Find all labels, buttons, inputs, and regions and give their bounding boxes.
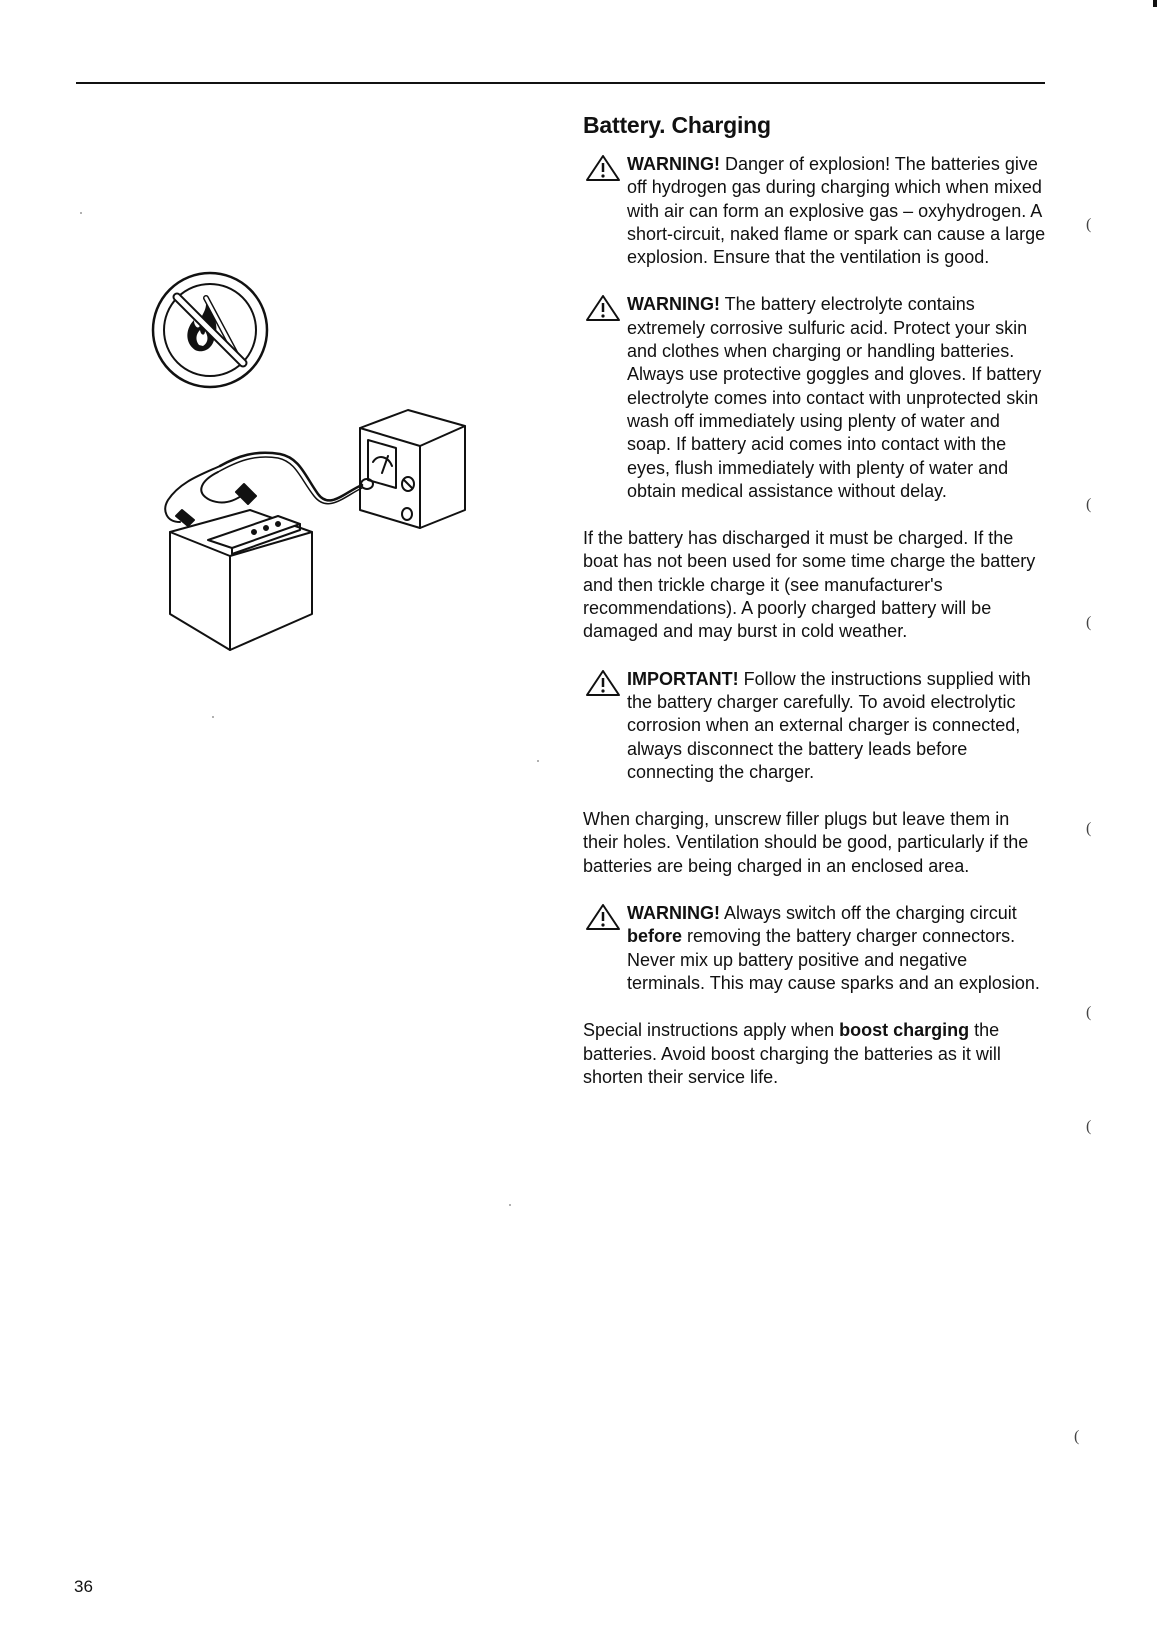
important-block [583, 668, 1048, 784]
warning-text: Danger of explosion! The batteries give off hydrogen gas during charging which when mixed with air can form an explosive gas – oxyhydrogen. A short-circuit, naked flame or spark can cause a large explosion. Ensure that the ventilation is good. [627, 154, 1046, 268]
scan-corner-mark [1153, 0, 1157, 7]
scan-speck [537, 760, 539, 762]
para-text-cont: the batteries. Avoid boost charging the batteries as it will shorten their service life. [583, 1020, 1001, 1087]
important-text: Follow the instructions supplied with the battery charger carefully. To avoid electrolytic corrosion when an external charger is connected, always disconnect the battery leads before connecting the charger. [627, 668, 1031, 782]
emphasis-before: before [627, 926, 683, 947]
warning-block [583, 293, 1048, 503]
scan-artifact: ( [1086, 614, 1092, 631]
header-rule [76, 82, 1045, 84]
important-label: IMPORTANT! [627, 668, 739, 689]
warning-text: Always switch off the charging circuit [720, 903, 1017, 924]
scan-artifact: ( [1086, 820, 1092, 837]
scan-speck [509, 1204, 511, 1206]
no-fire-symbol-icon [153, 273, 267, 387]
warning-label: WARNING! [627, 154, 720, 174]
emphasis-boost-charging: boost charging [839, 1020, 970, 1041]
warning-block [583, 902, 1048, 995]
warning-text-cont: removing the battery charger connectors. Never mix up battery positive and negative terminals. This may cause sparks and an explosion. [627, 926, 1040, 993]
warning-label: WARNING! [627, 294, 720, 315]
scan-artifact: ( [1074, 1428, 1080, 1445]
scan-artifact: ( [1086, 496, 1092, 513]
warning-triangle-icon [585, 154, 621, 182]
body-paragraph [583, 1019, 1048, 1089]
scan-artifact: ( [1086, 216, 1092, 233]
warning-block [583, 153, 1048, 269]
section-title: Battery. Charging [583, 112, 771, 138]
warning-triangle-icon [585, 294, 621, 322]
scan-speck [212, 716, 214, 718]
para-text: Special instructions apply when [583, 1020, 840, 1041]
main-column [583, 112, 1048, 1113]
scan-speck [80, 212, 82, 214]
warning-triangle-icon [585, 903, 621, 931]
body-paragraph: If the battery has discharged it must be charged. If the boat has not been used for some time charge the battery and then trickle charge it (see manufacturer's recommendations). A poorly charged battery will be damaged and may burst in cold weather. [583, 528, 1036, 642]
scan-artifact: ( [1086, 1004, 1092, 1021]
body-paragraph: When charging, unscrew filler plugs but leave them in their holes. Ventilation should be good, particularly if the batteries are being charged in an enclosed area. [583, 809, 1029, 876]
warning-text: The battery electrolyte contains extremely corrosive sulfuric acid. Protect your skin and clothes when charging or handling batteries. Always use protective goggles and gloves. If battery electrolyte comes into contact with unprotected skin wash off immediately using plenty of water and soap. If battery acid comes into contact with the eyes, flush immediately with plenty of water and obtain medical assistance without delay. [627, 294, 1042, 501]
page-number: 36 [74, 1577, 93, 1596]
warning-label: WARNING! [627, 903, 720, 924]
battery-charger-illustration [150, 270, 500, 690]
warning-triangle-icon [585, 669, 621, 697]
scan-artifact: ( [1086, 1118, 1092, 1135]
